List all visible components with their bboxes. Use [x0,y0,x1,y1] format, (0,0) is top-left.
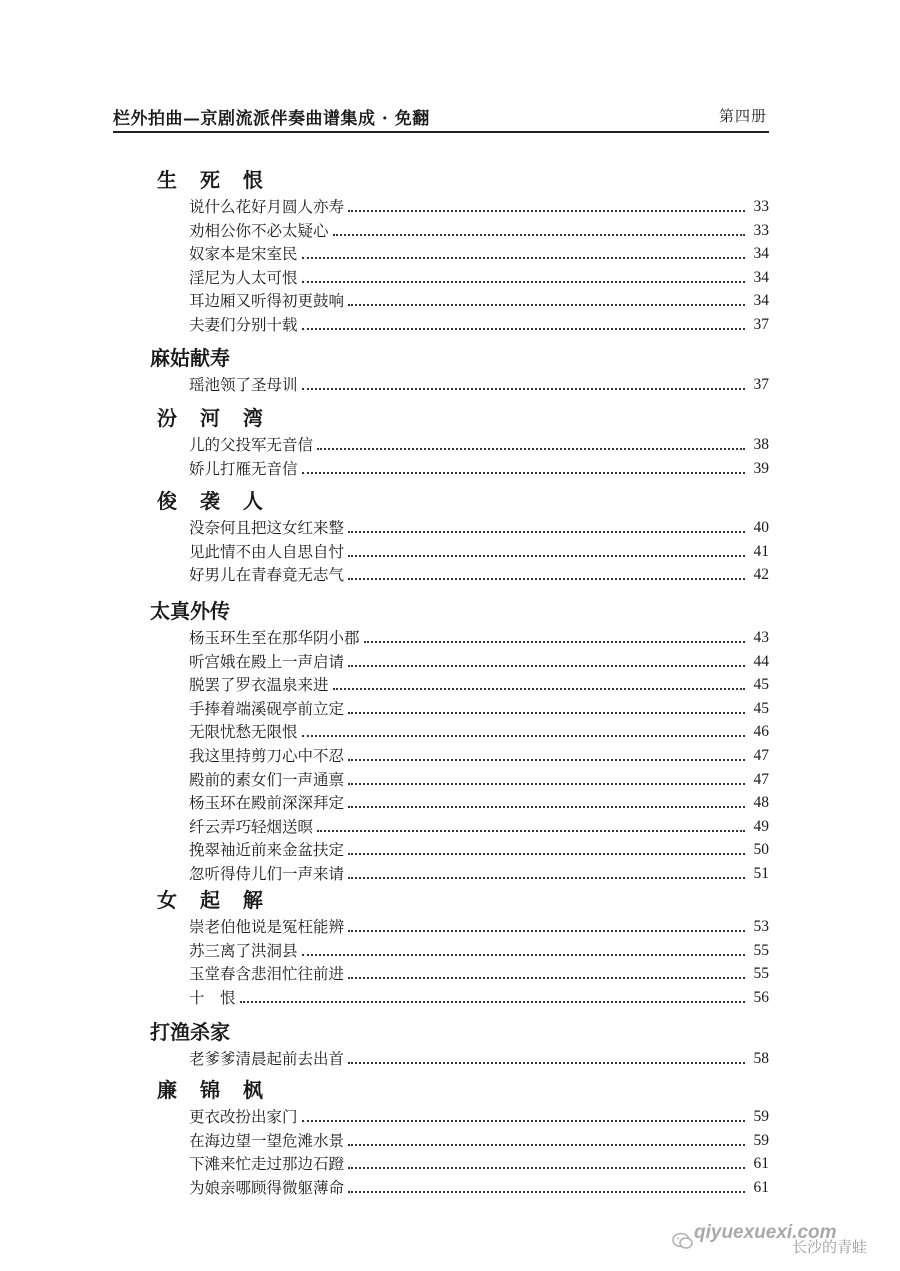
dot-leader [302,948,745,956]
dot-leader [348,800,745,808]
dot-leader [348,549,745,557]
dot-leader [240,995,745,1003]
section-title: 打渔杀家 [150,1020,230,1044]
entry-title: 殿前的素女们一声通禀 [189,770,345,789]
entry-title: 老爹爹清晨起前去出首 [189,1050,345,1068]
entry-title: 手捧着端溪砚亭前立定 [189,699,345,718]
toc-entry[interactable] [189,721,769,743]
toc-entry[interactable] [189,745,769,767]
dot-leader [333,228,745,236]
entry-page-number: 38 [753,436,769,453]
toc-entry[interactable] [189,940,769,962]
section-title: 女 起 解 [157,888,271,912]
entry-title: 夫妻们分别十载 [189,316,298,334]
entry-page-number: 34 [753,268,769,286]
toc-entry[interactable] [189,290,769,312]
entry-page-number: 45 [753,699,769,717]
dot-leader [348,1056,745,1064]
entry-page-number: 47 [753,770,769,788]
dot-leader [302,322,745,330]
watermark-account: 长沙的青蛙 [792,1239,868,1256]
entry-page-number: 55 [753,941,769,959]
entry-page-number: 59 [753,1108,769,1125]
toc-entry[interactable] [189,627,769,649]
dot-leader [317,824,745,832]
entry-title: 我这里持剪刀心中不忍 [189,747,345,765]
entry-page-number: 40 [753,519,769,536]
toc-entry[interactable] [189,541,769,563]
entry-title: 挽翠袖近前来金盆扶定 [189,841,345,860]
entry-title: 崇老伯他说是冤枉能辨 [189,918,345,936]
toc-entry[interactable] [189,1130,769,1152]
entry-page-number: 49 [753,817,769,835]
entry-title: 好男儿在青春竟无志气 [189,566,345,585]
entry-page-number: 39 [753,459,769,477]
section-title: 太真外传 [150,599,230,623]
entry-page-number: 34 [753,292,769,310]
entry-title: 忽听得侍儿们一声来请 [189,865,345,883]
dot-leader [302,466,745,474]
toc-entry[interactable] [189,243,769,265]
toc-entry[interactable] [189,458,769,480]
dot-leader [348,971,745,979]
entry-page-number: 59 [753,1131,769,1149]
entry-page-number: 43 [753,629,769,646]
entry-page-number: 37 [753,316,769,333]
entry-title: 没奈何且把这女红来整 [189,519,345,537]
entry-title: 下滩来忙走过那边石蹬 [189,1155,345,1174]
book-title: 栏外拍曲—京剧流派伴奏曲谱集成 · 免翻 [113,109,430,129]
dot-leader [348,298,745,306]
toc-entry[interactable] [189,267,769,289]
entry-page-number: 42 [753,566,769,584]
dot-leader [348,659,745,667]
toc-entry[interactable] [189,1177,769,1199]
toc-entry[interactable] [189,1153,769,1175]
entry-title: 奴家本是宋室民 [189,245,298,264]
entry-page-number: 55 [753,965,769,983]
toc-entry[interactable] [189,792,769,814]
dot-leader [348,706,745,714]
toc-entry[interactable] [189,916,769,938]
toc-entry[interactable] [189,564,769,586]
entry-title: 苏三离了洪洞县 [189,941,298,960]
entry-page-number: 45 [753,676,769,694]
entry-title: 十 恨 [189,988,236,1007]
section-title: 俊 袭 人 [157,489,271,513]
entry-page-number: 33 [753,198,769,215]
toc-entry[interactable] [189,1106,769,1128]
entry-title: 听宫娥在殿上一声启请 [189,652,345,671]
toc-entry[interactable] [189,769,769,791]
dot-leader [302,382,745,390]
section-title: 廉 锦 枫 [157,1078,271,1102]
entry-title: 劝相公你不必太疑心 [189,221,329,240]
dot-leader [302,1114,745,1122]
entry-title: 儿的父投军无音信 [189,436,314,454]
dot-leader [348,753,745,761]
section-title: 汾 河 湾 [157,406,271,430]
toc-entry[interactable] [189,220,769,242]
toc-entry[interactable] [189,434,769,456]
entry-page-number: 44 [753,652,769,670]
toc-entry[interactable] [189,963,769,985]
entry-page-number: 53 [753,918,769,935]
entry-title: 耳边厢又听得初更鼓响 [189,292,345,311]
dot-leader [348,572,745,580]
entry-page-number: 58 [753,1050,769,1067]
entry-page-number: 47 [753,747,769,764]
entry-title: 更衣改扮出家门 [189,1108,298,1126]
section-title: 生 死 恨 [157,168,271,192]
toc-entry[interactable] [189,674,769,696]
dot-leader [302,729,745,737]
entry-page-number: 34 [753,245,769,263]
toc-entry[interactable] [189,651,769,673]
entry-title: 在海边望一望危滩水景 [189,1131,345,1150]
entry-page-number: 51 [753,865,769,882]
volume-label: 第四册 [718,107,767,125]
entry-title: 玉堂春含悲泪忙往前进 [189,965,345,984]
toc-entry[interactable] [189,196,769,218]
toc-entry[interactable] [189,839,769,861]
dot-leader [333,682,745,690]
entry-page-number: 46 [753,723,769,741]
entry-title: 杨玉环在殿前深深拜定 [189,794,345,813]
entry-title: 纤云弄巧轻烟送暝 [189,817,314,836]
entry-page-number: 50 [753,841,769,859]
dot-leader [348,871,745,879]
entry-page-number: 61 [753,1155,769,1173]
entry-page-number: 33 [753,221,769,239]
entry-title: 淫尼为人太可恨 [189,268,298,287]
toc-entry[interactable] [189,314,769,336]
wechat-icon [672,1230,694,1252]
dot-leader [348,924,745,932]
toc-entry[interactable] [189,517,769,539]
toc-entry[interactable] [189,1048,769,1070]
toc-entry[interactable] [189,374,769,396]
dot-leader [364,635,745,643]
entry-page-number: 61 [753,1178,769,1196]
entry-title: 见此情不由人自思自忖 [189,542,345,561]
entry-title: 无限忧愁无限恨 [189,723,298,742]
toc-entry[interactable] [189,816,769,838]
dot-leader [302,251,745,259]
dot-leader [348,1161,745,1169]
dot-leader [317,442,745,450]
toc-entry[interactable] [189,987,769,1009]
entry-title: 杨玉环生至在那华阴小郡 [189,629,360,647]
entry-title: 脱罢了罗衣温泉来进 [189,676,329,695]
dot-leader [348,1138,745,1146]
entry-title: 为娘亲哪顾得微躯薄命 [189,1178,345,1197]
entry-page-number: 56 [753,988,769,1006]
watermark-url: qiyuexuexi.com [694,1222,837,1243]
entry-page-number: 37 [753,376,769,393]
entry-title: 瑶池领了圣母训 [189,376,298,394]
entry-page-number: 41 [753,542,769,560]
dot-leader [302,275,745,283]
section-title: 麻姑献寿 [150,346,230,370]
dot-leader [348,204,745,212]
dot-leader [348,525,745,533]
toc-entry[interactable] [189,863,769,885]
entry-title: 说什么花好月圆人亦寿 [189,198,345,216]
dot-leader [348,777,745,785]
dot-leader [348,847,745,855]
entry-page-number: 48 [753,794,769,812]
watermark [672,1222,882,1258]
entry-title: 娇儿打雁无音信 [189,459,298,478]
dot-leader [348,1185,745,1193]
toc-entry[interactable] [189,698,769,720]
